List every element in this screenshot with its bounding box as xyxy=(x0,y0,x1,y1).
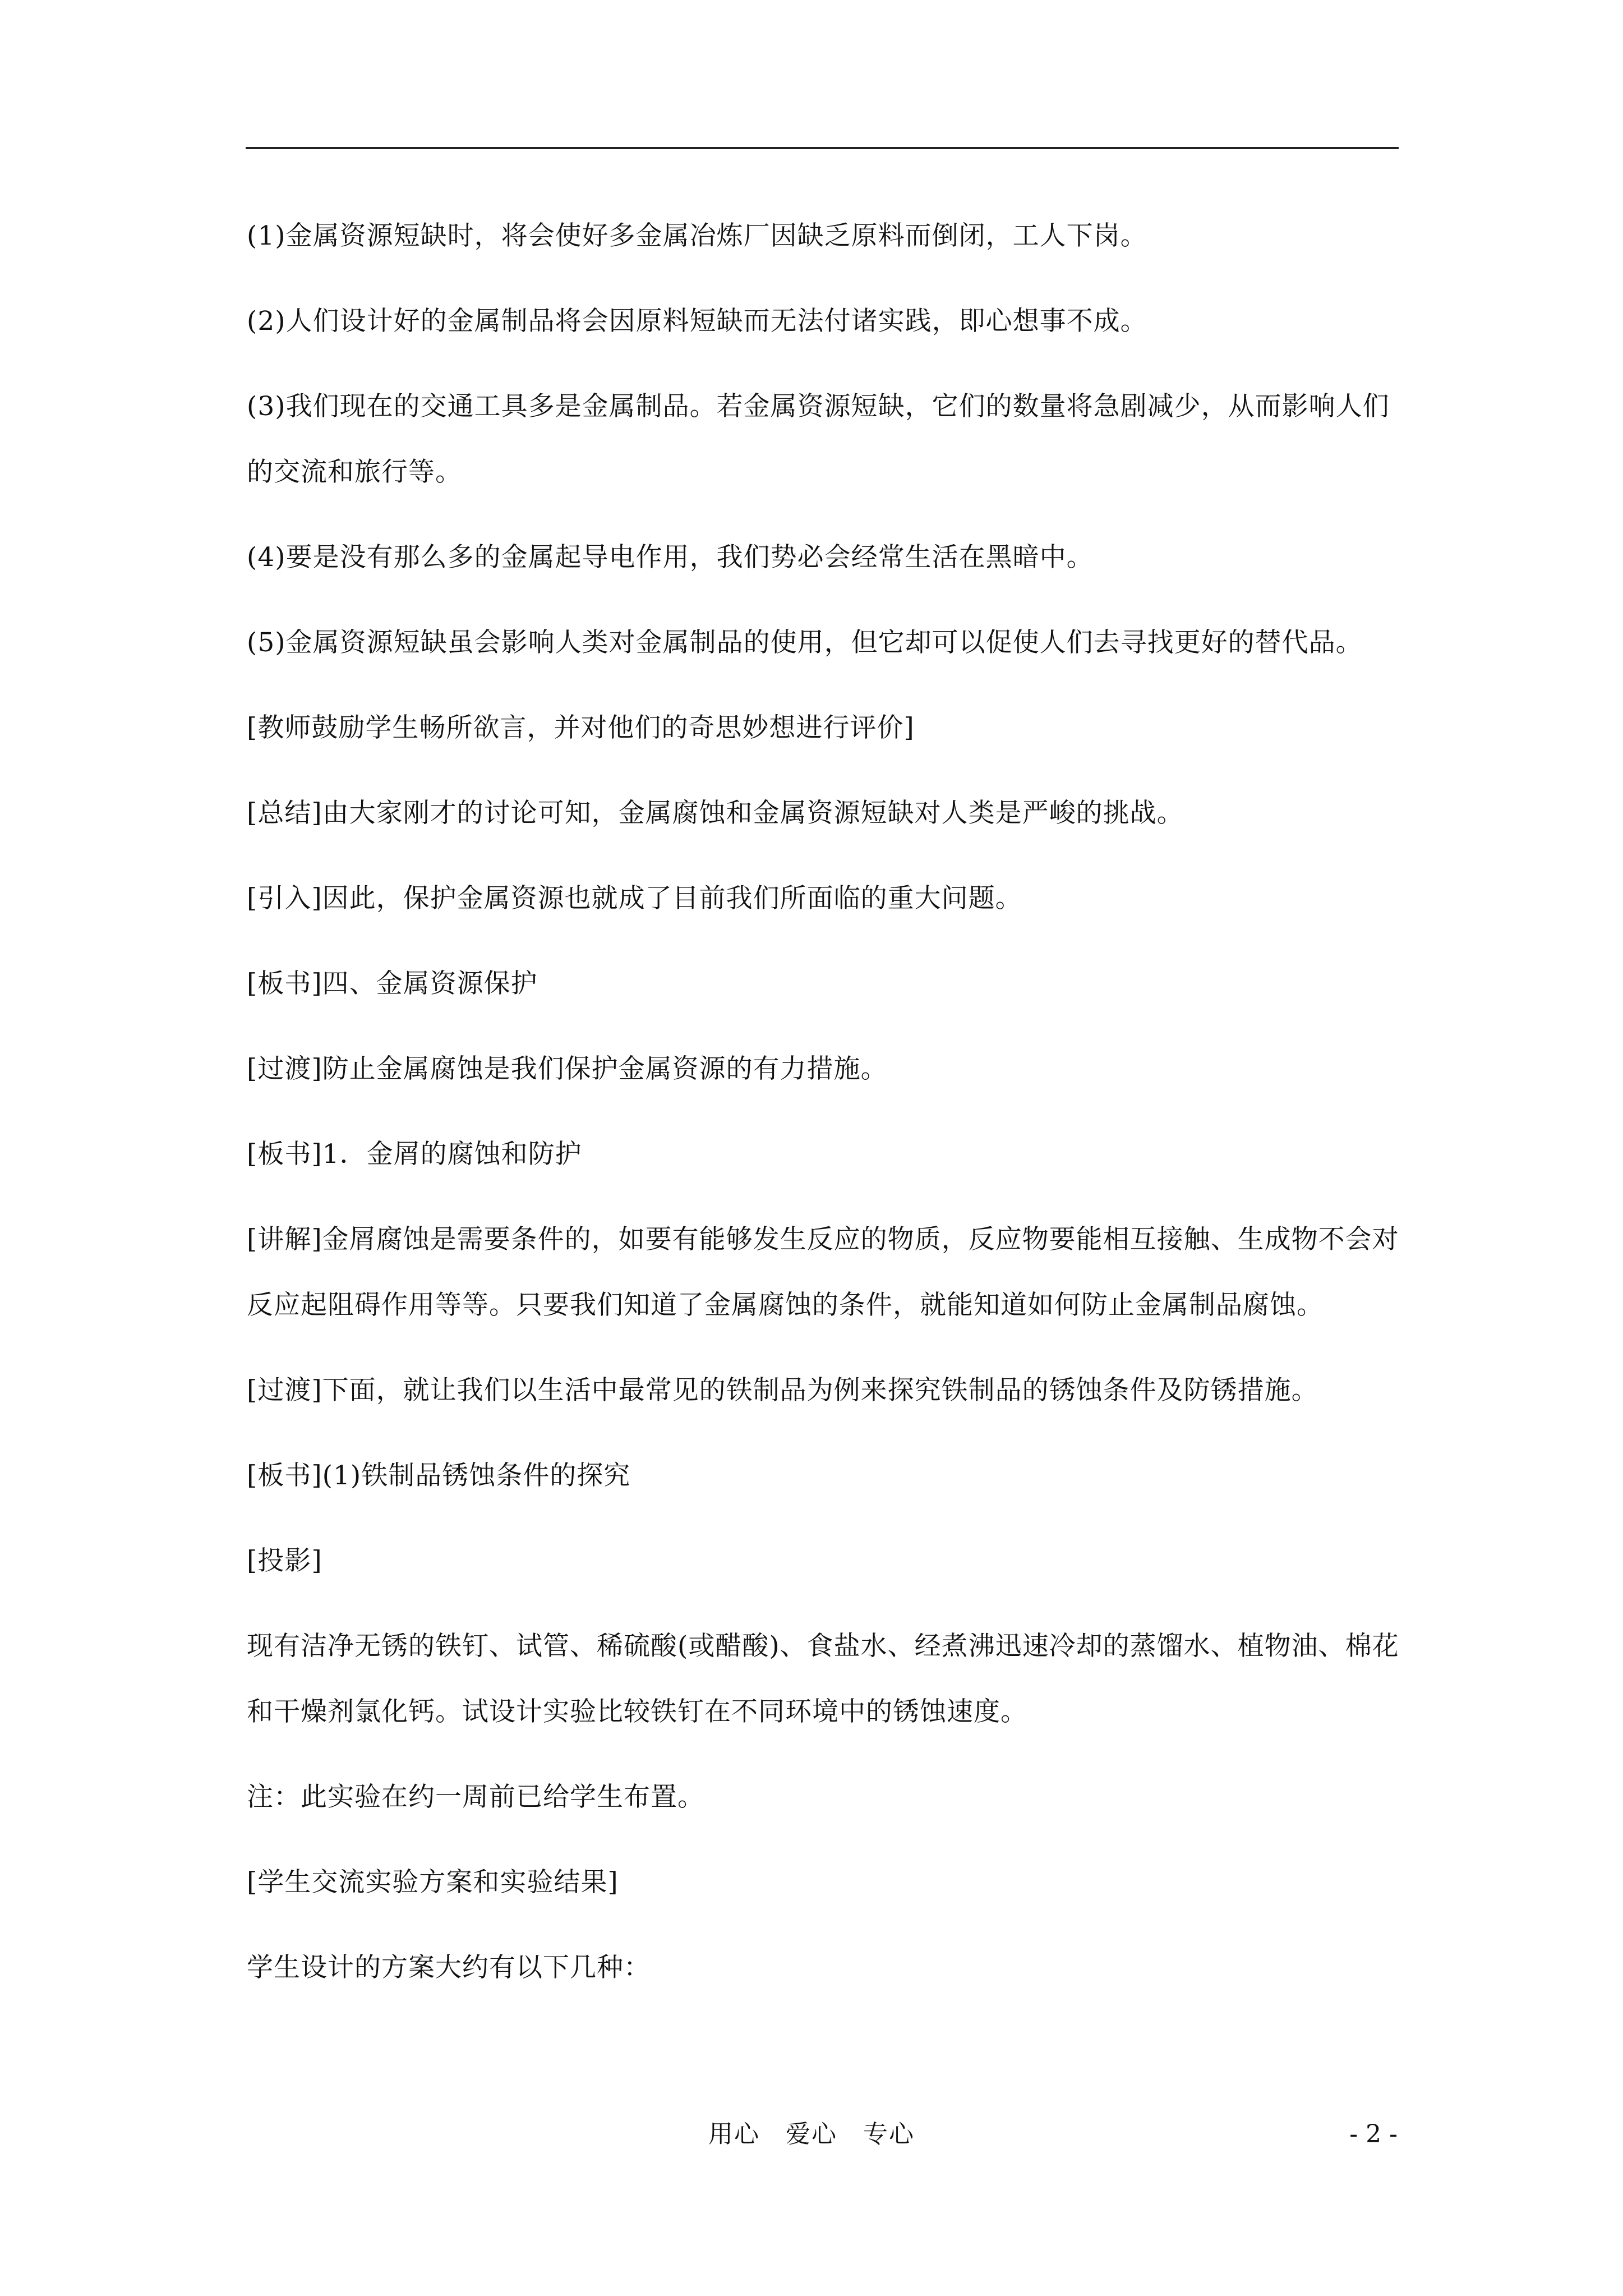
paragraph: (1)金属资源短缺时，将会使好多金属冶炼厂因缺乏原料而倒闭，工人下岗。 xyxy=(247,220,1147,251)
paragraph: [讲解]金屑腐蚀是需要条件的，如要有能够发生反应的物质，反应物要能相互接触、生成物不会对反应起阻碍作用等等。只要我们知道了金属腐蚀的条件，就能知道如何防止金属制品腐蚀。 xyxy=(247,1224,1399,1320)
paragraph: (2)人们设计好的金属制品将会因原料短缺而无法付诸实践，即心想事不成。 xyxy=(247,306,1147,337)
footer-motto: 用心 爱心 专心 xyxy=(708,2120,915,2148)
paragraph: [总结]由大家刚才的讨论可知，金属腐蚀和金属资源短缺对人类是严峻的挑战。 xyxy=(247,798,1184,829)
paragraph: [过渡]防止金属腐蚀是我们保护金属资源的有力措施。 xyxy=(247,1053,888,1084)
page-number: - 2 - xyxy=(1349,2120,1398,2148)
header-rule xyxy=(246,147,1399,149)
paragraph: (5)金属资源短缺虽会影响人类对金属制品的使用，但它却可以促使人们去寻找更好的替代品。 xyxy=(247,627,1363,658)
paragraph: [教师鼓励学生畅所欲言，并对他们的奇思妙想进行评价] xyxy=(247,712,915,743)
paragraph: 学生设计的方案大约有以下几种： xyxy=(247,1952,651,1983)
paragraph: [板书](1)铁制品锈蚀条件的探究 xyxy=(247,1460,631,1491)
document-body xyxy=(247,203,1408,2000)
paragraph: 现有洁净无锈的铁钉、试管、稀硫酸(或醋酸)、食盐水、经煮沸迅速冷却的蒸馏水、植物油、棉花和干燥剂氯化钙。试设计实验比较铁钉在不同环境中的锈蚀速度。 xyxy=(247,1631,1399,1727)
paragraph: 注：此实验在约一周前已给学生布置。 xyxy=(247,1782,704,1812)
paragraph: (4)要是没有那么多的金属起导电作用，我们势必会经常生活在黑暗中。 xyxy=(247,542,1094,573)
paragraph: [引入]因此，保护金属资源也就成了目前我们所面临的重大问题。 xyxy=(247,883,1022,914)
paragraph: [投影] xyxy=(247,1545,322,1576)
paragraph: (3)我们现在的交通工具多是金属制品。若金属资源短缺，它们的数量将急剧减少，从而影响人们的交流和旅行等。 xyxy=(247,391,1390,487)
paragraph: [板书]四、金属资源保护 xyxy=(247,968,538,999)
paragraph: [板书]1．金屑的腐蚀和防护 xyxy=(247,1139,582,1170)
paragraph: [学生交流实验方案和实验结果] xyxy=(247,1867,619,1898)
paragraph: [过渡]下面，就让我们以生活中最常见的铁制品为例来探究铁制品的锈蚀条件及防锈措施。 xyxy=(247,1375,1318,1406)
